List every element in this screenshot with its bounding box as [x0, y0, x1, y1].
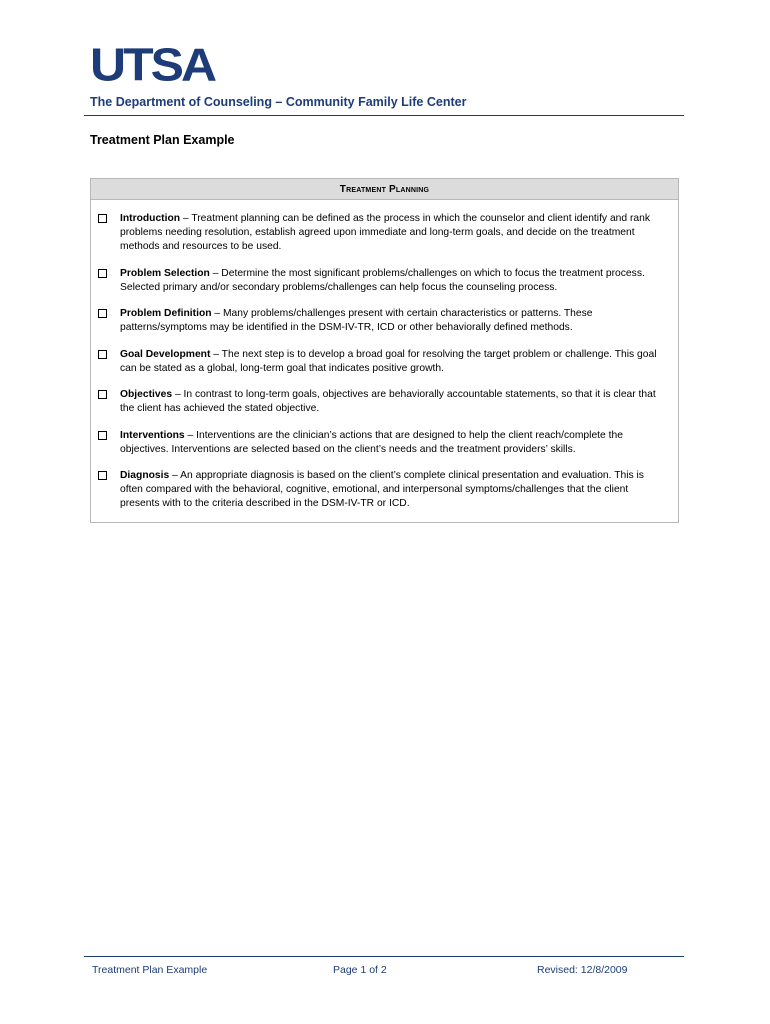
list-item: [98, 388, 668, 416]
checkbox-icon[interactable]: [98, 309, 107, 318]
header-divider: [84, 115, 684, 116]
department-title: The Department of Counseling – Community Family Life Center: [90, 95, 467, 109]
treatment-planning-box: [90, 178, 679, 523]
item-separator: –: [172, 389, 184, 400]
item-term: Problem Selection: [120, 267, 210, 279]
section-heading: Treatment Planning: [91, 179, 678, 200]
item-description: Many problems/challenges present with certain characteristics or patterns. These patterns/symptoms may be identified in the DSM-IV-TR, ICD or other behaviorally defined methods.: [120, 308, 593, 333]
utsa-logo: UTSA: [90, 39, 215, 91]
list-item: [98, 469, 668, 511]
item-term: Interventions: [120, 429, 185, 441]
item-term: Problem Definition: [120, 308, 212, 319]
checkbox-icon[interactable]: [98, 431, 107, 440]
item-description: Determine the most significant problems/challenges on which to focus the treatment process. Selected primary and/or secondary problems/challenges can help focus the counseling process.: [120, 267, 645, 293]
item-separator: –: [180, 213, 192, 224]
list-item: [98, 429, 668, 457]
footer-divider: [84, 956, 684, 957]
item-description: An appropriate diagnosis is based on the client’s complete clinical presentation and evaluation. This is often compared with the behavioral, cognitive, emotional, and interpersonal symptoms/challenges that the client presents with to the criteria described in the DSM-IV-TR or ICD.: [120, 470, 644, 509]
item-term: Diagnosis: [120, 470, 170, 481]
document-title: Treatment Plan Example: [90, 133, 235, 147]
item-description: The next step is to develop a broad goal for resolving the target problem or challenge. This goal can be stated as a global, long-term goal that indicates positive growth.: [120, 348, 657, 374]
checkbox-icon[interactable]: [98, 390, 107, 399]
checkbox-icon[interactable]: [98, 214, 107, 223]
item-separator: –: [209, 267, 222, 279]
item-separator: –: [210, 348, 222, 360]
checkbox-icon[interactable]: [98, 471, 107, 480]
item-separator: –: [169, 470, 181, 481]
checkbox-icon[interactable]: [98, 350, 107, 359]
list-item: [98, 267, 668, 295]
footer-revised-date: Revised: 12/8/2009: [537, 964, 628, 976]
list-item: [98, 212, 668, 254]
item-description: In contrast to long-term goals, objectives are behaviorally accountable statements, so that it is clear that the client has achieved the stated objective.: [120, 389, 656, 414]
checkbox-icon[interactable]: [98, 269, 107, 278]
footer-document-name: Treatment Plan Example: [92, 964, 208, 976]
item-description: Treatment planning can be defined as the process in which the counselor and client identify and rank problems needing resolution, establish agreed upon immediate and long-term goals, and decide on the treatment methods and resources to be used.: [120, 213, 651, 252]
list-item: [98, 307, 668, 335]
item-term: Goal Development: [120, 348, 211, 360]
list-item: [98, 348, 668, 376]
item-list: [91, 200, 678, 511]
item-term: Objectives: [120, 389, 173, 400]
item-description: Interventions are the clinician’s actions that are designed to help the client reach/complete the objectives. Interventions are selected based on the client’s needs and the treatment providers’ skills.: [120, 429, 623, 455]
item-separator: –: [184, 429, 197, 441]
item-separator: –: [211, 308, 223, 319]
item-term: Introduction: [120, 213, 181, 224]
footer-page-number: Page 1 of 2: [333, 964, 387, 976]
